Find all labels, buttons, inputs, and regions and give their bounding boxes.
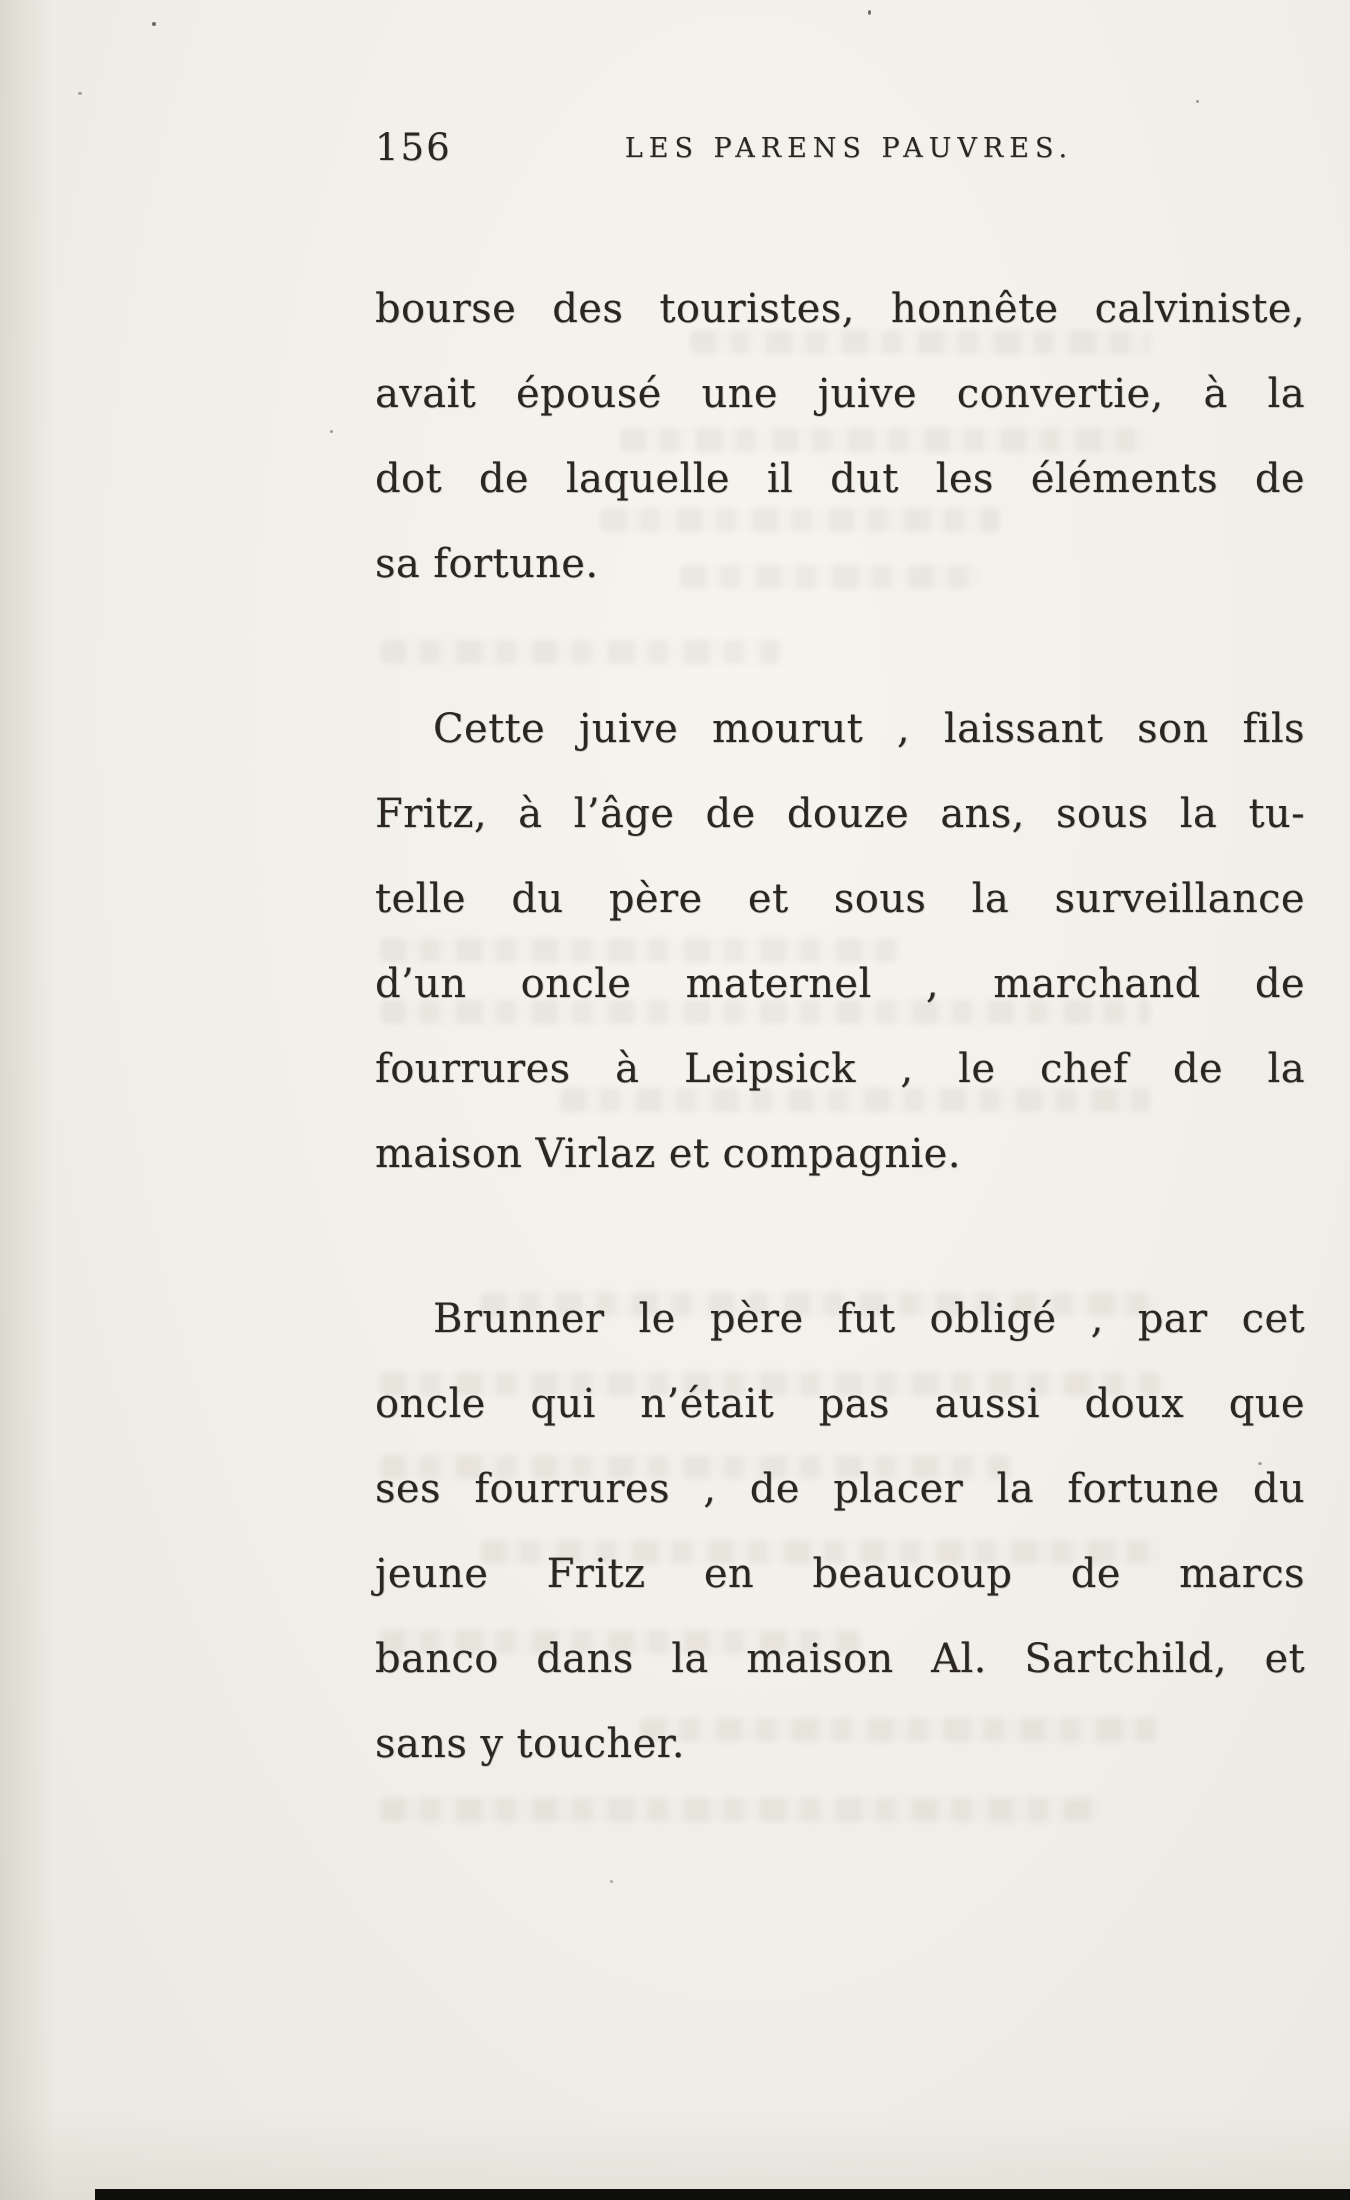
page-header: [375, 122, 1305, 178]
text-line: dot de laquelle il dut les éléments de: [375, 456, 1305, 502]
text-line: oncle qui n’était pas aussi doux que: [375, 1381, 1305, 1427]
paragraph-2: [375, 687, 1305, 1197]
text-line: maison Virlaz et compagnie.: [375, 1131, 961, 1177]
text-line: jeune Fritz en beaucoup de marcs: [375, 1551, 1305, 1597]
page-edge-shading-left: [0, 0, 55, 2200]
text-line: banco dans la maison Al. Sartchild, et: [375, 1636, 1305, 1682]
text-line: bourse des touristes, honnête calviniste,: [375, 286, 1305, 332]
paper-speck: [152, 22, 156, 26]
text-line: fourrures à Leipsick , le chef de la: [375, 1046, 1305, 1092]
text-line: ses fourrures , de placer la fortune du: [375, 1466, 1305, 1512]
paper-speck: [868, 10, 871, 15]
scanner-edge-bar: [95, 2189, 1350, 2200]
paper-speck: [610, 1880, 613, 1883]
page-bleedthrough: [380, 1798, 1100, 1822]
paper-speck: [1196, 100, 1199, 103]
text-line: sa fortune.: [375, 541, 599, 587]
text-line: Cette juive mourut , laissant son fils: [433, 706, 1305, 752]
page-number: 156: [375, 126, 452, 169]
text-line: sans y toucher.: [375, 1721, 685, 1767]
text-line: telle du père et sous la surveillance: [375, 876, 1305, 922]
paragraph-1: [375, 267, 1305, 607]
paper-speck: [78, 92, 82, 95]
page-edge-shading-bottom: [0, 2110, 1350, 2200]
text-line: avait épousé une juive convertie, à la: [375, 371, 1305, 417]
page-bleedthrough: [380, 640, 780, 664]
paper-speck: [330, 430, 333, 433]
text-line: Brunner le père fut obligé , par cet: [433, 1296, 1305, 1342]
running-title: LES PARENS PAUVRES.: [624, 133, 1074, 164]
text-line: d’un oncle maternel , marchand de: [375, 961, 1305, 1007]
text-line: Fritz, à l’âge de douze ans, sous la tu-: [375, 791, 1305, 837]
paragraph-3: [375, 1277, 1305, 1787]
